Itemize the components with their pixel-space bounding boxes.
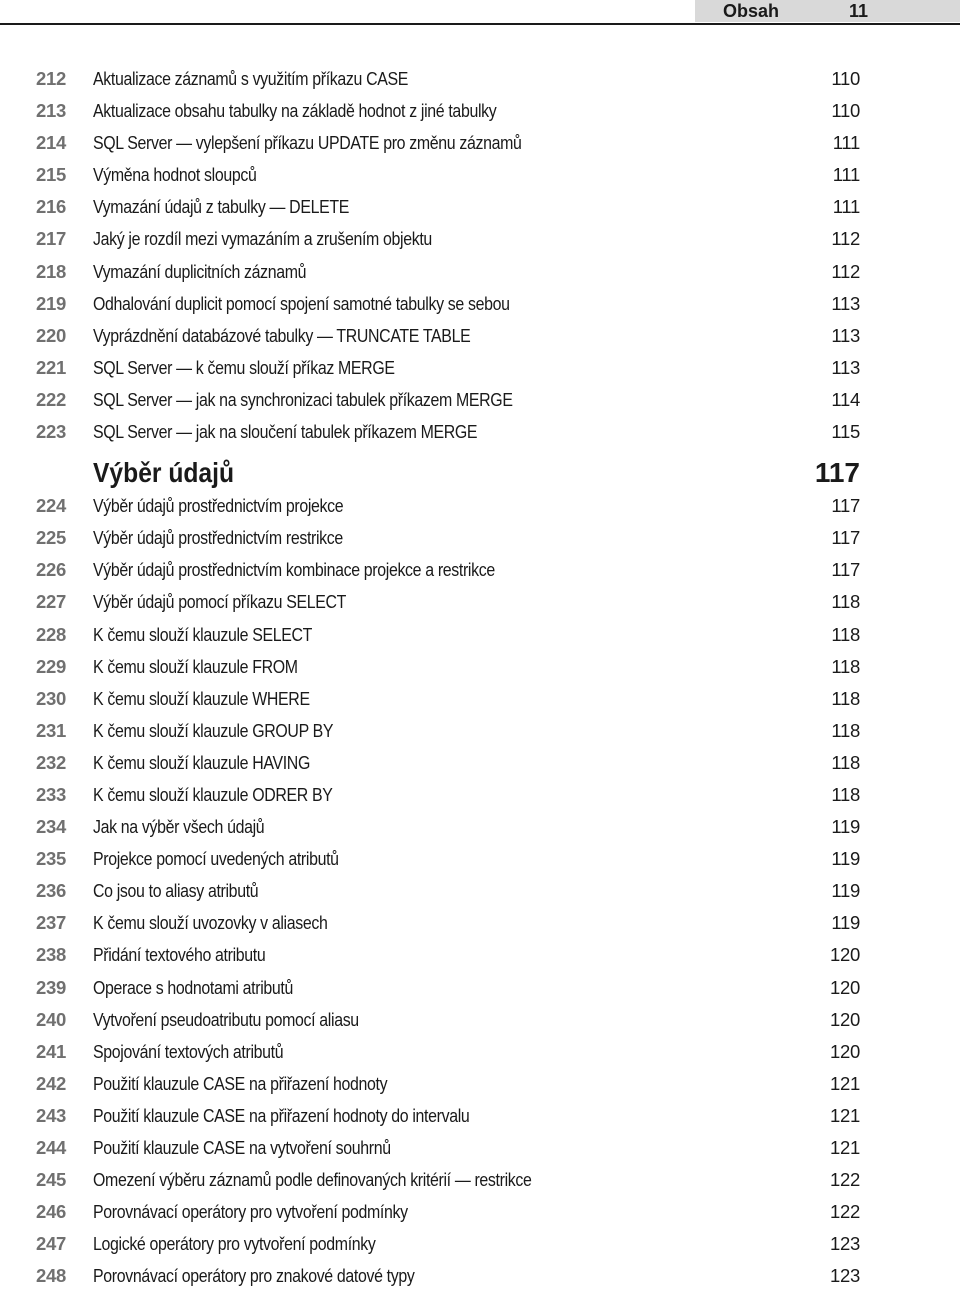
toc-entry-title: Vymazání duplicitních záznamů [93,260,307,282]
toc-entry-page: 115 [831,421,860,443]
toc-entry-title: Omezení výběru záznamů podle definovaných kritérií — restrikce [93,1169,532,1191]
toc-entry-number: 235 [36,848,66,870]
header-title: Obsah [723,1,780,21]
toc-entry[interactable] [0,522,960,554]
toc-entry-page: 117 [831,527,860,549]
toc-entry-page: 120 [830,944,860,966]
toc-entry-page: 112 [831,228,860,250]
toc-entry-number: 220 [36,324,66,346]
toc-entry-number: 245 [36,1169,66,1191]
toc-entry-number: 223 [36,421,66,443]
toc-entry-title: Jak na výběr všech údajů [93,816,265,838]
toc-entry-title: Operace s hodnotami atributů [93,976,293,998]
section-page: 117 [814,457,860,489]
toc-entry-number: 246 [36,1201,66,1223]
toc-entry-number: 229 [36,655,66,677]
toc-entry-title: Porovnávací operátory pro vytvoření podmínky [93,1201,408,1223]
toc-entry[interactable] [0,1196,960,1228]
toc-entry[interactable] [0,159,960,191]
toc-entry-page: 118 [831,623,860,645]
toc-entry-page: 110 [831,68,860,89]
toc-entry-number: 238 [36,944,66,966]
toc-entry[interactable] [0,651,960,683]
toc-entry-number: 227 [36,591,66,613]
toc-entry-page: 118 [831,655,860,677]
toc-entry-number: 214 [36,132,66,154]
toc-entry[interactable] [0,1004,960,1036]
toc-entry-title: K čemu slouží klauzule HAVING [93,751,310,773]
toc-entry-page: 117 [831,495,860,517]
toc-entry-page: 123 [830,1233,860,1255]
toc-entry-page: 111 [832,132,860,154]
toc-entry-page: 113 [831,324,860,346]
toc-entry-page: 120 [830,976,860,998]
toc-entry[interactable] [0,907,960,939]
toc-entry-number: 236 [36,880,66,902]
toc-entry-title: Jaký je rozdíl mezi vymazáním a zrušením objektu [93,228,432,250]
toc-entry-title: Vytvoření pseudoatributu pomocí aliasu [93,1008,359,1030]
toc-entry[interactable] [0,288,960,320]
toc-entry-number: 247 [36,1233,66,1255]
toc-entry-title: Použití klauzule CASE na vytvoření souhrnů [93,1137,391,1158]
toc-entry-title: Použití klauzule CASE na přiřazení hodnoty [93,1072,388,1094]
toc-entry[interactable] [0,191,960,223]
toc-entry[interactable] [0,554,960,586]
toc-entry-number: 217 [36,228,66,250]
toc-entry-title: Výběr údajů prostřednictvím kombinace projekce a restrikce [93,559,495,581]
toc-entry-title: Projekce pomocí uvedených atributů [93,848,339,870]
toc-entry-page: 111 [832,164,860,186]
toc-entry-page: 119 [831,880,860,902]
toc-entry-title: Aktualizace záznamů s využitím příkazu CASE [93,68,409,89]
toc-entry[interactable] [0,223,960,255]
toc-entry-number: 215 [36,164,66,186]
toc-entry-page: 122 [830,1169,860,1191]
toc-entry[interactable] [0,779,960,811]
toc-entry-title: SQL Server — vylepšení příkazu UPDATE pro změnu záznamů [93,132,522,154]
toc-entry-title: Výběr údajů pomocí příkazu SELECT [93,591,347,613]
toc-entry[interactable] [0,972,960,1004]
toc-entry-title: Výběr údajů prostřednictvím projekce [93,495,344,517]
toc-section-heading[interactable] [0,448,960,490]
toc-entry-page: 121 [830,1072,860,1094]
toc-entry-page: 118 [831,751,860,773]
toc-entry-number: 224 [36,495,66,517]
toc-entry-page: 110 [831,100,860,122]
toc-entry[interactable] [0,1100,960,1132]
header-bar [695,0,960,22]
toc-entry-page: 114 [831,388,860,410]
toc-entry-number: 212 [36,68,66,89]
toc-entry-page: 117 [831,559,860,581]
toc-entry-page: 122 [830,1201,860,1223]
toc-entry[interactable] [0,875,960,907]
toc-entry[interactable] [0,1132,960,1164]
toc-entry-title: K čemu slouží klauzule GROUP BY [93,719,334,741]
toc-entry-number: 213 [36,100,66,122]
toc-entry-page: 123 [830,1265,860,1287]
toc-entry-number: 232 [36,751,66,773]
toc-entry[interactable] [0,127,960,159]
toc-entry[interactable] [0,1228,960,1260]
toc-entry-page: 120 [830,1008,860,1030]
toc-entry-number: 216 [36,196,66,218]
toc-entry-page: 111 [832,196,860,218]
toc-entry-title: Aktualizace obsahu tabulky na základě hodnot z jiné tabulky [93,100,497,122]
toc-entry[interactable] [0,1164,960,1196]
toc-entry-page: 121 [830,1137,860,1158]
toc-entry-title: Spojování textových atributů [93,1040,284,1062]
toc-entry-number: 240 [36,1008,66,1030]
toc-entry-page: 119 [831,848,860,870]
toc-entry-title: Výměna hodnot sloupců [93,164,257,186]
toc-entry-number: 243 [36,1104,66,1126]
toc-entry-title: SQL Server — k čemu slouží příkaz MERGE [93,356,395,378]
toc-entry-number: 241 [36,1040,66,1062]
toc-entry-page: 120 [830,1040,860,1062]
toc-entry[interactable] [0,95,960,127]
toc-entry-number: 218 [36,260,66,282]
toc-entry-page: 119 [831,912,860,934]
toc-entry-page: 119 [831,816,860,838]
toc-entry-number: 230 [36,687,66,709]
toc-entry[interactable] [0,256,960,288]
toc-entry[interactable] [0,619,960,651]
toc-entry-title: K čemu slouží klauzule ODRER BY [93,783,333,805]
toc-entry-title: K čemu slouží klauzule FROM [93,655,298,677]
section-title: Výběr údajů [93,457,235,489]
toc-entry[interactable] [0,384,960,416]
toc-entry-title: Vymazání údajů z tabulky — DELETE [93,196,349,218]
toc-entry-title: Co jsou to aliasy atributů [93,880,259,902]
toc-entry-title: Použití klauzule CASE na přiřazení hodnoty do intervalu [93,1104,470,1126]
toc-entry-number: 222 [36,388,66,410]
toc-entry-page: 118 [831,687,860,709]
toc-entry[interactable] [0,939,960,971]
toc-entry[interactable] [0,843,960,875]
toc-entry[interactable] [0,320,960,352]
toc-entry-title: Výběr údajů prostřednictvím restrikce [93,527,343,549]
toc-entry[interactable] [0,352,960,384]
table-of-contents [0,63,960,1290]
toc-entry[interactable] [0,811,960,843]
toc-entry[interactable] [0,715,960,747]
toc-group-after [0,490,960,1290]
toc-entry[interactable] [0,1068,960,1100]
toc-entry-title: Odhalování duplicit pomocí spojení samotné tabulky se sebou [93,292,510,314]
toc-entry-page: 113 [831,356,860,378]
toc-entry[interactable] [0,586,960,618]
toc-entry[interactable] [0,683,960,715]
toc-entry-number: 231 [36,719,66,741]
toc-entry-page: 118 [831,591,860,613]
toc-entry-page: 112 [831,260,860,282]
toc-entry-title: SQL Server — jak na sloučení tabulek příkazem MERGE [93,421,478,443]
header-page-number: 11 [848,1,868,21]
toc-entry-title: SQL Server — jak na synchronizaci tabulek příkazem MERGE [93,388,513,410]
toc-entry[interactable] [0,490,960,522]
toc-entry-number: 228 [36,623,66,645]
toc-entry[interactable] [0,1036,960,1068]
toc-entry-number: 233 [36,783,66,805]
page-header [0,0,960,30]
toc-entry[interactable] [0,63,960,95]
header-rule [0,23,960,25]
toc-entry-title: K čemu slouží uvozovky v aliasech [93,912,328,934]
toc-entry-page: 113 [831,292,860,314]
toc-entry-number: 244 [36,1137,66,1158]
toc-entry[interactable] [0,747,960,779]
toc-entry[interactable] [0,416,960,448]
toc-entry-number: 234 [36,816,66,838]
toc-entry-number: 242 [36,1072,66,1094]
toc-entry-title: Logické operátory pro vytvoření podmínky [93,1233,376,1255]
toc-entry-title: Vyprázdnění databázové tabulky — TRUNCATE TABLE [93,324,471,346]
toc-entry-page: 118 [831,719,860,741]
toc-entry-page: 121 [830,1104,860,1126]
toc-entry-title: Porovnávací operátory pro znakové datové typy [93,1265,415,1287]
toc-entry-number: 225 [36,527,66,549]
toc-entry-number: 239 [36,976,66,998]
toc-entry-number: 248 [36,1265,66,1287]
toc-group-before [0,63,960,448]
toc-entry-page: 118 [831,783,860,805]
toc-entry[interactable] [0,1260,960,1290]
toc-entry-number: 226 [36,559,66,581]
toc-entry-number: 221 [36,356,66,378]
toc-entry-title: K čemu slouží klauzule SELECT [93,623,313,645]
toc-entry-number: 237 [36,912,66,934]
toc-entry-title: Přidání textového atributu [93,944,266,966]
toc-entry-number: 219 [36,292,66,314]
toc-entry-title: K čemu slouží klauzule WHERE [93,687,310,709]
